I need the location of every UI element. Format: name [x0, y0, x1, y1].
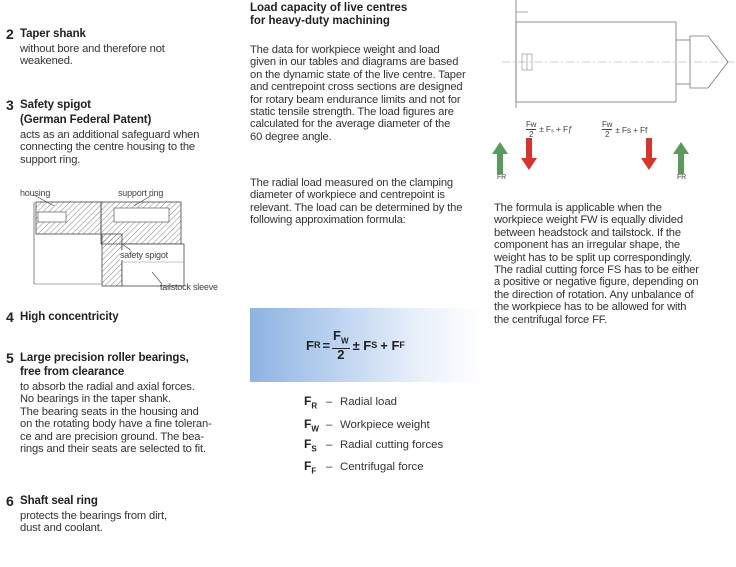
label-tailstock-sleeve: tailstock sleeve: [160, 282, 218, 292]
radial-load-paragraph: The radial load measured on the clamping diameter of workpiece and centrepoint is relevant. The load can be determined by the following approximation formula:: [250, 177, 463, 227]
safety-spigot-diagram: [14, 184, 234, 296]
label-safety-spigot: safety spigot: [120, 250, 168, 260]
green-arrow-left: [492, 142, 508, 174]
force-label-left: Fw 2 ± Fₛ + Fƒ: [526, 120, 573, 139]
cross-section-drawing: [14, 184, 234, 296]
live-centre-outline: [492, 0, 736, 118]
section-heading: Load capacity of live centres for heavy-duty machining: [250, 2, 408, 27]
item-body-roller-bearings: to absorb the radial and axial forces. No bearings in the taper shank. The bearing seats in the housing and on the rotating body have a fine toleran- ce and are precision ground. The bea- rings and their seats are selected to fit.: [20, 381, 212, 456]
green-arrow-right: [673, 142, 689, 174]
item-number-5: 5: [6, 350, 14, 366]
radial-load-formula: F R = $\frac{F_W}{2}$ ± F S + F F: [306, 328, 405, 362]
fr-label-right: FR: [677, 174, 686, 181]
load-capacity-paragraph: The data for workpiece weight and load given in our tables and diagrams are based on the dynamic state of the live centre. Taper and centrepoint cross sections are designed for rotary beam endurance limits and not for static tensile strength. The load figures are calculated for the average diameter of the 60 degree angle.: [250, 44, 466, 143]
item-title-high-concentricity: High concentricity: [20, 311, 119, 323]
item-title-roller-bearings: Large precision roller bearings,: [20, 352, 189, 364]
force-label-right: Fw 2 ± Fs + Ff: [602, 120, 648, 139]
label-support-ring: support ring: [118, 188, 164, 198]
item-body-shaft-seal: protects the bearings from dirt, dust and coolant.: [20, 510, 167, 535]
label-housing: housing: [20, 188, 51, 198]
legend-workpiece-weight: $F_W$ – Workpiece weight: [304, 417, 430, 434]
legend-radial-load: $F_R$ – Radial load: [304, 394, 397, 411]
legend-radial-cutting-forces: $F_S$ – Radial cutting forces: [304, 437, 444, 454]
item-number-4: 4: [6, 309, 14, 325]
item-subtitle-free-clearance: free from clearance: [20, 366, 125, 378]
item-subtitle-patent: (German Federal Patent): [20, 114, 152, 126]
formula-explanation-paragraph: The formula is applicable when the workpiece weight FW is equally divided between headstock and tailstock. If the component has an irregular shape, the weight has to be split up correspondingly. The radial cutting force FS has to be either a positive or negative figure, depending on the direction of rotation. Any unbalance of the workpiece has to be allowed for with the centrifugal force FF.: [494, 202, 699, 326]
formula-fraction: $\frac{F_W}{2}$: [333, 328, 349, 362]
red-arrow-right: [641, 138, 657, 170]
item-number-3: 3: [6, 97, 14, 113]
item-body-taper-shank: without bore and therefore not weakened.: [20, 43, 165, 68]
red-arrow-left: [521, 138, 537, 170]
item-body-safety-spigot: acts as an additional safeguard when connecting the centre housing to the support ring.: [20, 129, 200, 166]
fr-label-left: FR: [497, 174, 506, 181]
item-title-safety-spigot: Safety spigot: [20, 99, 91, 111]
item-number-6: 6: [6, 493, 14, 509]
item-title-taper-shank: Taper shank: [20, 28, 86, 40]
item-number-2: 2: [6, 26, 14, 42]
item-title-shaft-seal: Shaft seal ring: [20, 495, 98, 507]
legend-centrifugal-force: $F_F$ – Centrifugal force: [304, 459, 424, 476]
formula-panel: [250, 308, 482, 382]
live-centre-drawing: [492, 0, 736, 118]
